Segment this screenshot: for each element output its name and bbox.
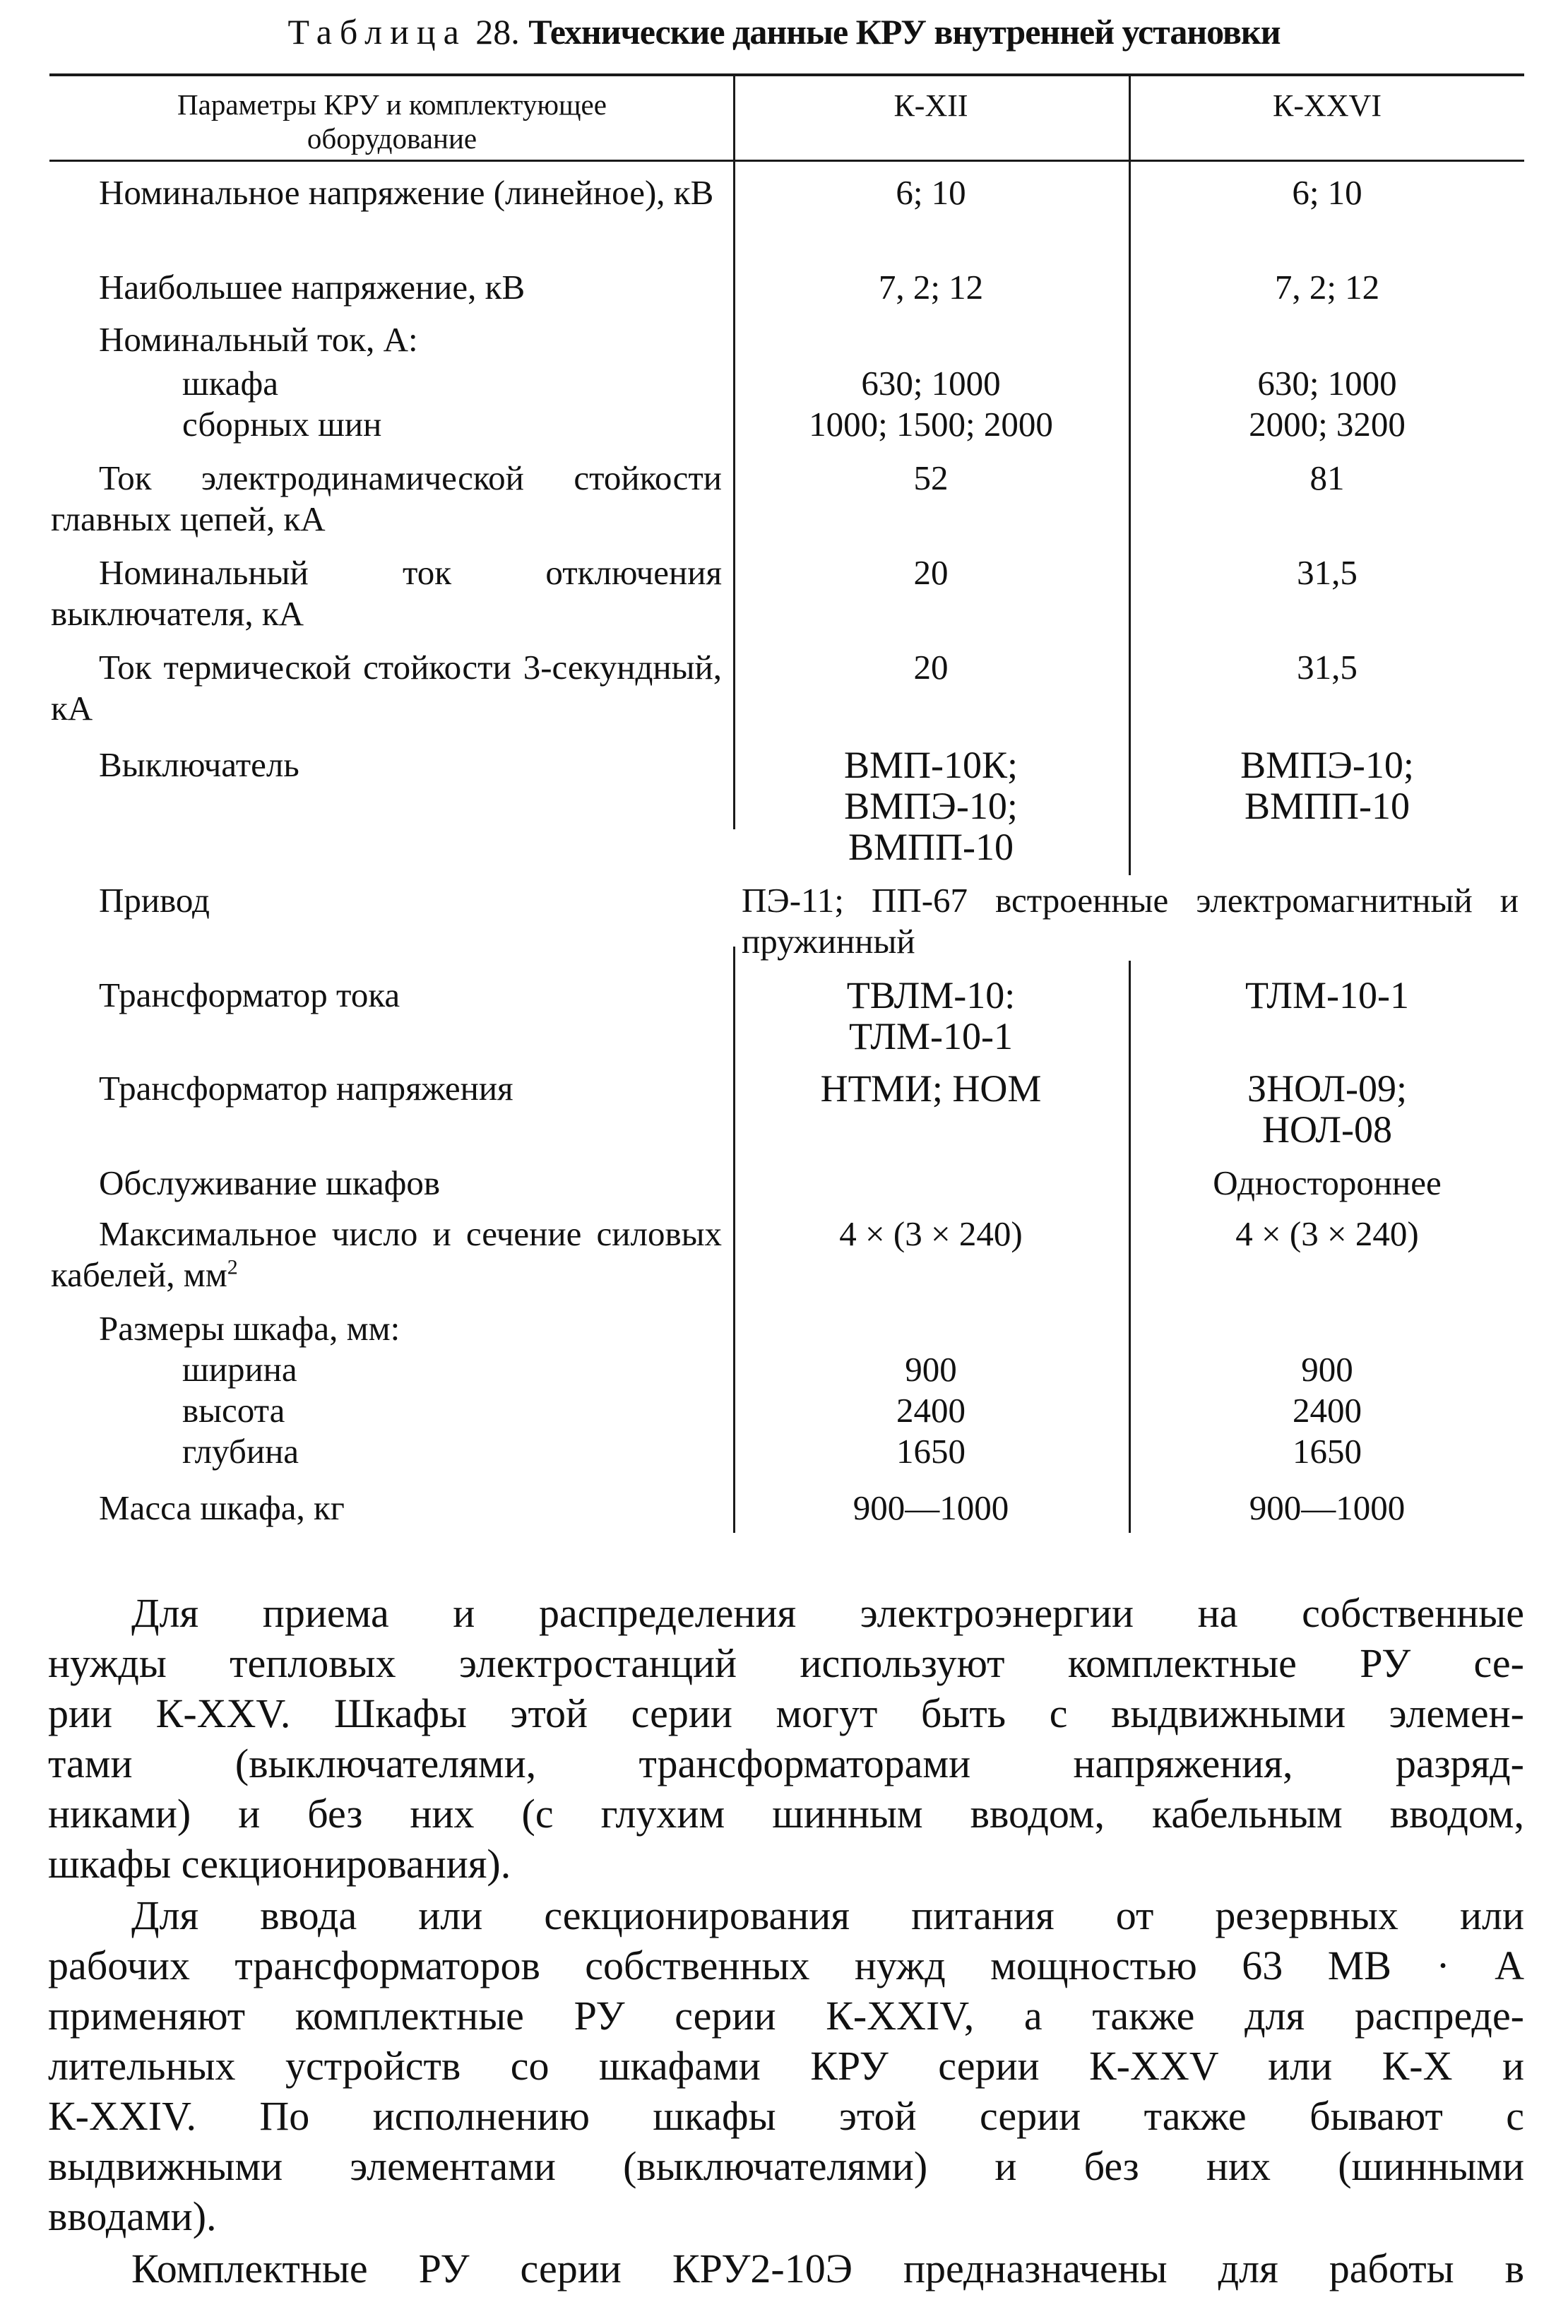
- caption-title: Технические данные КРУ внутренней установки: [528, 12, 1281, 52]
- cell-mass-k12: 900—1000: [853, 1488, 1009, 1527]
- cell-vt-k12: НТМИ; НОМ: [820, 1067, 1042, 1110]
- row-label-breaker: Выключатель: [99, 745, 299, 784]
- cell-breaking-k26: 31,5: [1297, 553, 1358, 592]
- body-p2-line7: вводами).: [48, 2193, 217, 2239]
- table-caption: [0, 10, 1568, 54]
- body-p2-line2: рабочих трансформаторов собственных нужд мощностью 63 МВ · А: [48, 1943, 1524, 1988]
- sub-label-busbars: сборных шин: [182, 405, 382, 444]
- row-label-cables: [51, 1214, 722, 1296]
- body-p1-line5: никами) и без них (с глухим шинным вводом, кабельным вводом,: [48, 1791, 1524, 1837]
- cell-current-busbars-k12: 1000; 1500; 2000: [809, 405, 1053, 444]
- table-header-rule: [49, 160, 1524, 162]
- cell-depth-k26: 1650: [1293, 1432, 1362, 1471]
- cell-thermal-k26: 31,5: [1297, 648, 1358, 687]
- cell-depth-k12: 1650: [896, 1432, 966, 1471]
- cell-cables-k26: 4 × (3 × 240): [1235, 1214, 1419, 1253]
- body-p2-line3: применяют комплектные РУ серии К-XXIV, а также для распреде-: [48, 1993, 1524, 2039]
- cell-breaking-k12: 20: [913, 553, 949, 592]
- body-p2-line5: К-XXIV. По исполнению шкафы этой серии также бывают с: [48, 2093, 1524, 2139]
- body-p1-line3: рии К-XXV. Шкафы этой серии могут быть с выдвижными элемен-: [48, 1690, 1524, 1736]
- row-label-dynamic: Ток электродинамической стойкости главных цепей, кА: [51, 458, 722, 538]
- sub-label-width: ширина: [182, 1350, 297, 1389]
- cell-max-voltage-k26: 7, 2; 12: [1274, 268, 1380, 307]
- cell-mass-k26: 900—1000: [1249, 1488, 1406, 1527]
- cell-ct-k26: ТЛМ-10-1: [1245, 974, 1409, 1016]
- body-p1-line6: шкафы секционирования).: [48, 1841, 511, 1887]
- sub-label-cabinet: шкафа: [182, 364, 279, 403]
- cell-current-cabinet-k26: 630; 1000: [1257, 364, 1397, 403]
- table-top-rule: [49, 73, 1524, 76]
- cell-dynamic-k26: 81: [1309, 458, 1345, 497]
- row-label-ct: Трансформатор тока: [99, 976, 400, 1014]
- cell-voltage-k12: 6; 10: [896, 173, 966, 212]
- header-col-k26: К-XXVI: [1273, 88, 1382, 123]
- cell-breaker-k26-line2: ВМПП-10: [1244, 785, 1410, 827]
- row-label-vt: Трансформатор напряжения: [99, 1069, 513, 1108]
- cell-vt-k26-line1: ЗНОЛ-09;: [1247, 1067, 1407, 1110]
- cell-breaker-k12-line1: ВМП-10К;: [843, 744, 1018, 786]
- row-label-mass: Масса шкафа, кг: [99, 1488, 345, 1527]
- row-label-drive: Привод: [99, 881, 210, 920]
- caption-word: Таблица: [287, 12, 467, 52]
- cell-ct-k12-line2: ТЛМ-10-1: [849, 1015, 1013, 1057]
- cell-ct-k12-line1: ТВЛМ-10:: [846, 974, 1016, 1016]
- header-param: Параметры КРУ и комплектующее оборудование: [177, 88, 607, 155]
- row-label-thermal: Ток термической стойкости 3-секундный, кА: [51, 648, 722, 728]
- header-col-k12: К-XII: [893, 88, 968, 123]
- body-p1-line2: нужды тепловых электростанций используют комплектные РУ се-: [48, 1640, 1524, 1686]
- row-label-breaking: Номинальный ток отключения выключателя, кА: [51, 553, 722, 633]
- cables-label-text: Максимальное число и сечение силовых кабелей, мм: [51, 1214, 722, 1294]
- body-p1-line4: тами (выключателями, трансформаторами напряжения, разряд-: [48, 1741, 1524, 1786]
- row-label-dims: Размеры шкафа, мм:: [99, 1309, 400, 1348]
- cell-vt-k26-line2: НОЛ-08: [1262, 1108, 1392, 1151]
- body-p3-line1: Комплектные РУ серии КРУ2-10Э предназначены для работы в: [131, 2246, 1524, 2292]
- cell-width-k12: 900: [905, 1350, 957, 1389]
- sub-label-depth: глубина: [182, 1432, 299, 1471]
- cables-label-superscript: 2: [227, 1255, 238, 1279]
- caption-number: 28.: [475, 12, 520, 52]
- cell-thermal-k12: 20: [913, 648, 949, 687]
- cell-breaker-k12-line3: ВМПП-10: [848, 826, 1014, 868]
- row-label-max-voltage: Наибольшее напряжение, кВ: [99, 268, 525, 307]
- cell-breaker-k26-line1: ВМПЭ-10;: [1240, 744, 1414, 786]
- cell-drive-spanning: ПЭ-11; ПП-67 встроенные электромагнитный и пружинный: [742, 881, 1519, 961]
- cell-width-k26: 900: [1301, 1350, 1353, 1389]
- cell-height-k12: 2400: [896, 1391, 966, 1430]
- cell-breaker-k12-line2: ВМПЭ-10;: [844, 785, 1018, 827]
- cell-dynamic-k12: 52: [913, 458, 949, 497]
- cell-current-busbars-k26: 2000; 3200: [1249, 405, 1406, 444]
- row-label-service: Обслуживание шкафов: [99, 1163, 441, 1202]
- cell-cables-k12: 4 × (3 × 240): [839, 1214, 1023, 1253]
- cell-voltage-k26: 6; 10: [1292, 173, 1362, 212]
- body-p2-line4: лительных устройств со шкафами КРУ серии К-XXV или К-Х и: [48, 2043, 1524, 2089]
- cell-max-voltage-k12: 7, 2; 12: [878, 268, 984, 307]
- cell-height-k26: 2400: [1293, 1391, 1362, 1430]
- row-label-voltage: Номинальное напряжение (линейное), кВ: [99, 173, 714, 212]
- body-p2-line6: выдвижными элементами (выключателями) и без них (шинными: [48, 2143, 1524, 2189]
- body-p1-line1: Для приема и распределения электроэнергии на собственные: [131, 1590, 1524, 1636]
- sub-label-height: высота: [182, 1391, 285, 1430]
- row-label-current: Номинальный ток, А:: [99, 320, 418, 359]
- cell-current-cabinet-k12: 630; 1000: [861, 364, 1001, 403]
- body-p2-line1: Для ввода или секционирования питания от резервных или: [131, 1892, 1524, 1938]
- cell-service-k26: Одностороннее: [1213, 1163, 1442, 1202]
